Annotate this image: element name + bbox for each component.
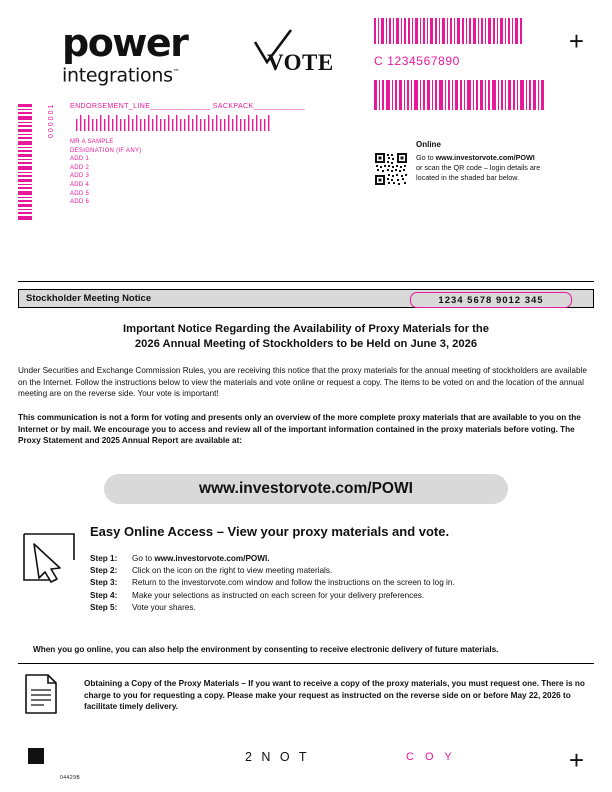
- step-item: [90, 602, 590, 614]
- step-text: Vote your shares.: [132, 602, 196, 612]
- online-body: [416, 153, 584, 183]
- company-logo: [62, 21, 227, 87]
- step-text-prefix: Go to: [132, 554, 155, 563]
- barcode-vertical: [18, 104, 32, 222]
- logo-integrations-text: integrations™: [62, 64, 180, 87]
- address-line-3: ADD 1: [70, 156, 90, 163]
- sequence-number: 000001: [48, 102, 55, 138]
- step-label: Step 4:: [90, 590, 118, 600]
- step-text: Click on the icon on the right to view meeting materials.: [132, 566, 333, 576]
- address-line-5: ADD 3: [70, 173, 90, 180]
- online-line2: or scan the QR code – login details are: [416, 163, 541, 172]
- step-label: Step 3:: [90, 578, 118, 588]
- barcode-postal: [76, 115, 272, 131]
- step-item: [90, 553, 590, 565]
- online-instructions: [416, 140, 584, 183]
- footer-center-code: 2 N O T: [245, 750, 310, 764]
- step-text-link[interactable]: www.investorvote.com/POWI.: [154, 554, 270, 563]
- qr-code-icon[interactable]: [374, 152, 408, 186]
- easy-online-access-title: Easy Online Access – View your proxy materials and vote.: [90, 524, 450, 539]
- document-icon: [24, 673, 58, 715]
- address-line-8: ADD 6: [70, 199, 90, 206]
- notice-heading-line-1: Important Notice Regarding the Availability of Proxy Materials for the: [123, 323, 489, 335]
- step-item: [90, 577, 590, 589]
- notice-paragraph-1: Under Securities and Exchange Commission Rules, you are receiving this notice that the proxy materials for the annual meeting of stockholders are available on the Internet. Follow the instructions below to view the materials and vote online or request a copy. The items to be voted on and the location of the annual meeting are on the reverse side. Your vote is important!: [18, 366, 587, 399]
- step-text: [132, 553, 590, 565]
- notice-paragraph-2: This communication is not a form for voting and presents only an overview of the more complete proxy materials that are available to you on the Internet or by mail. We encourage you to access and review all of the important information contained in the proxy materials before voting. The Proxy Statement and 2025 Annual Report are available at:: [18, 413, 581, 446]
- step-item: [90, 590, 590, 602]
- bottom-divider: [18, 663, 594, 664]
- endorsement-line: ENDORSEMENT_LINE______________ SACKPACK____________: [70, 103, 306, 110]
- address-line-6: ADD 4: [70, 181, 90, 188]
- form-code: 04429B: [60, 775, 81, 781]
- vote-checkmark-logo: [253, 38, 334, 75]
- address-line-2: DESIGNATION (IF ANY): [70, 147, 142, 154]
- notice-heading: [18, 322, 594, 352]
- mouse-cursor-arrow-icon: [20, 530, 78, 584]
- notice-heading-line-2: 2026 Annual Meeting of Stockholders to be Held on June 3, 2026: [134, 338, 478, 350]
- vote-label: VOTE: [267, 50, 334, 75]
- step-label: Step 5:: [90, 602, 118, 612]
- step-label: Step 2:: [90, 566, 118, 576]
- step-text: Return to the investorvote.com window and follow the instructions on the screen to log in.: [132, 578, 455, 588]
- online-line3: located in the shaded bar below.: [416, 173, 520, 182]
- trademark-symbol: ™: [172, 68, 180, 76]
- footer-right-code: C O Y: [406, 751, 456, 763]
- proxy-materials-url[interactable]: www.investorvote.com/POWI: [199, 480, 413, 497]
- address-line-7: ADD 5: [70, 190, 90, 197]
- address-line-4: ADD 2: [70, 164, 90, 171]
- black-registration-square: [28, 748, 44, 764]
- environment-note: When you go online, you can also help the environment by consenting to receive electronic delivery of future materials.: [33, 645, 499, 654]
- registration-mark-top-right: +: [568, 26, 584, 56]
- control-number-pill: [410, 292, 572, 308]
- proxy-materials-url-bar[interactable]: [104, 474, 508, 504]
- top-divider: [18, 281, 594, 282]
- control-number-value: 1234 5678 9012 345: [438, 294, 544, 306]
- barcode-large: [374, 80, 546, 110]
- online-heading: Online: [416, 140, 441, 149]
- online-access-steps: [90, 553, 590, 614]
- step-label: Step 1:: [90, 554, 118, 563]
- mailing-address-block: [70, 138, 142, 207]
- online-goto-prefix: Go to: [416, 153, 436, 162]
- barcode-top: [374, 18, 522, 44]
- step-text: Make your selections as instructed on each screen for your delivery preferences.: [132, 590, 425, 600]
- online-url[interactable]: www.investorvote.com/POWI: [435, 153, 535, 162]
- logo-power-text: power: [62, 21, 188, 65]
- address-line-1: MR A SAMPLE: [70, 139, 114, 145]
- control-number-top: C 1234567890: [374, 54, 460, 68]
- copy-request-text: Obtaining a Copy of the Proxy Materials – If you want to receive a copy of the proxy materials, you must request one. There is no charge to you for requesting a copy. Please make your request as instructed on the reverse side on or before May 22, 2026 to facilitate timely delivery.: [84, 679, 585, 712]
- registration-mark-bottom-right: +: [568, 745, 584, 775]
- notice-bar-title: Stockholder Meeting Notice: [26, 293, 152, 304]
- step-item: [90, 565, 590, 577]
